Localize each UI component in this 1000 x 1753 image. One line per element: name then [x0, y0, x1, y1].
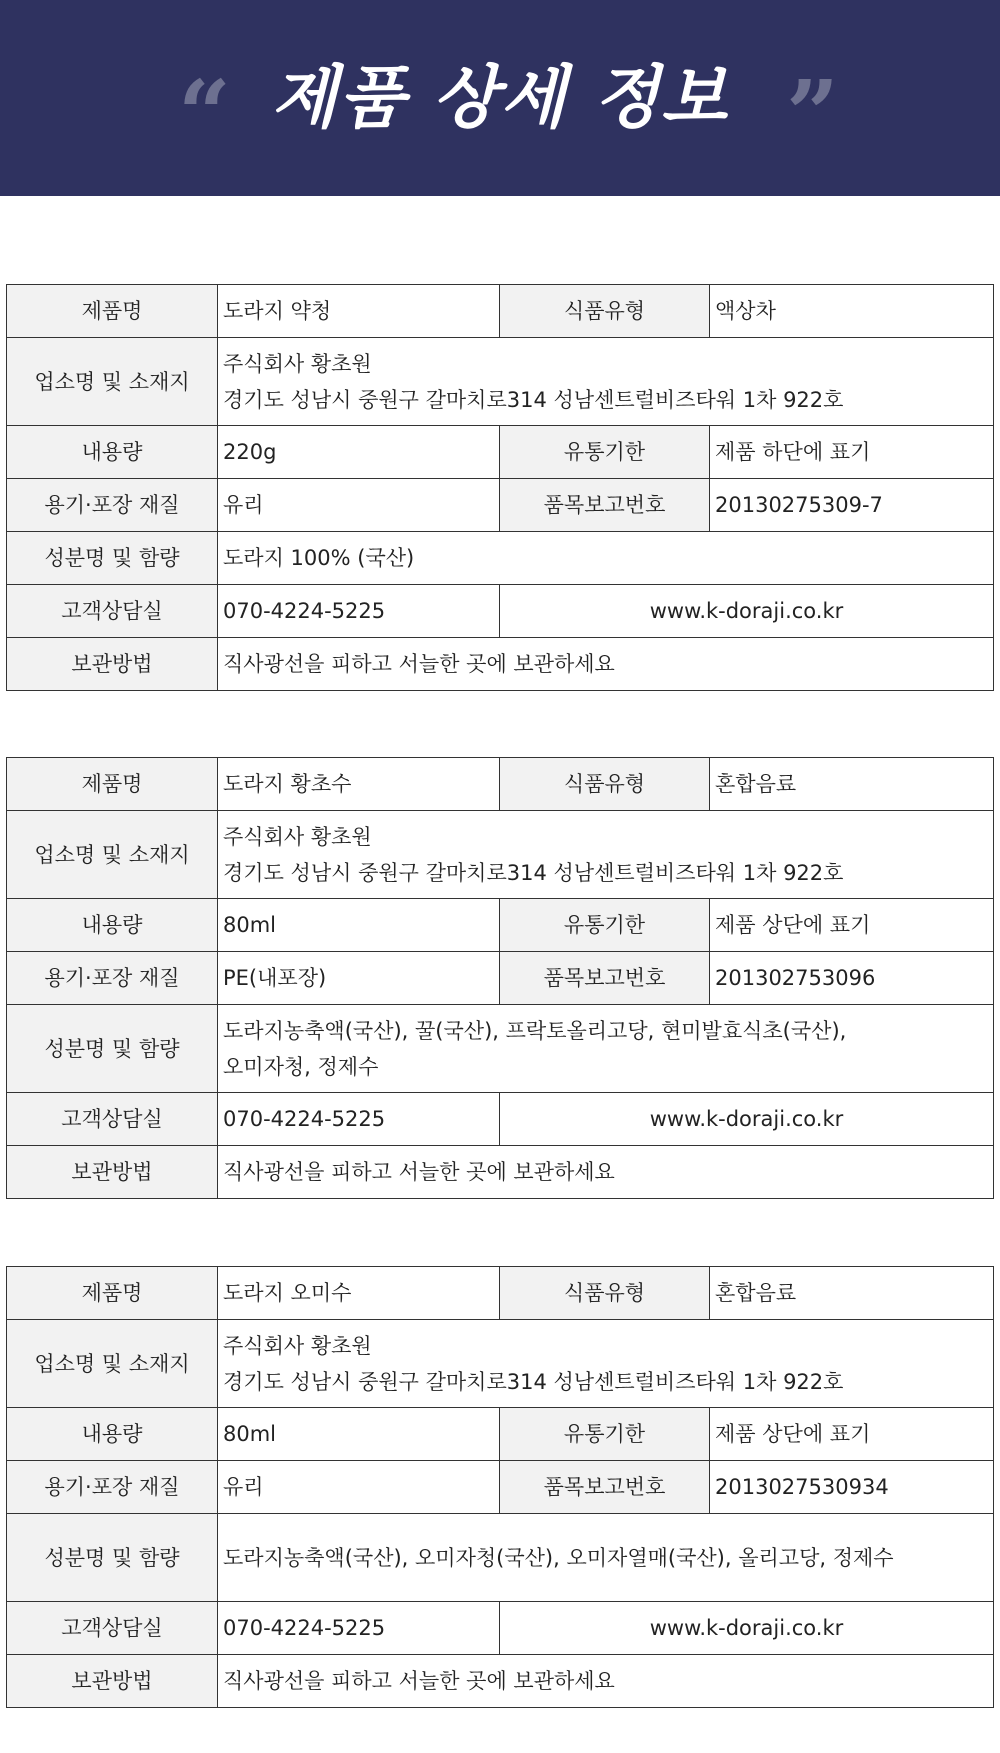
- table-row: [7, 1267, 994, 1320]
- table-row: [7, 899, 994, 952]
- label-storage: 보관방법: [7, 638, 218, 691]
- page-header: [0, 0, 1000, 196]
- company-cell: [218, 1320, 994, 1408]
- label-expiry: 유통기한: [500, 899, 710, 952]
- label-food-type: 식품유형: [500, 758, 710, 811]
- label-report-no: 품목보고번호: [500, 1461, 710, 1514]
- material: 유리: [218, 479, 500, 532]
- table-row: [7, 952, 994, 1005]
- website-link[interactable]: www.k-doraji.co.kr: [500, 585, 994, 638]
- table-row: [7, 1146, 994, 1199]
- label-support: 고객상담실: [7, 1093, 218, 1146]
- label-support: 고객상담실: [7, 1602, 218, 1655]
- product-table-3: [6, 1266, 994, 1708]
- company-address: 경기도 성남시 중원구 갈마치로314 성남센트럴비즈타워 1차 922호: [223, 387, 844, 412]
- table-row: [7, 585, 994, 638]
- label-company: 업소명 및 소재지: [7, 1320, 218, 1408]
- label-product-name: 제품명: [7, 758, 218, 811]
- label-food-type: 식품유형: [500, 1267, 710, 1320]
- food-type: 혼합음료: [710, 1267, 994, 1320]
- ingredients-line-2: 오미자청, 정제수: [223, 1054, 379, 1079]
- ingredients-cell: [218, 532, 994, 585]
- ingredients-cell: [218, 1514, 994, 1602]
- table-row: [7, 532, 994, 585]
- table-row: [7, 1408, 994, 1461]
- label-food-type: 식품유형: [500, 285, 710, 338]
- close-quote-icon: ”: [786, 60, 831, 168]
- report-no: 2013027530934: [710, 1461, 994, 1514]
- expiry: 제품 상단에 표기: [710, 899, 994, 952]
- label-ingredients: 성분명 및 함량: [7, 532, 218, 585]
- table-row: [7, 1655, 994, 1708]
- company-address: 경기도 성남시 중원구 갈마치로314 성남센트럴비즈타워 1차 922호: [223, 860, 844, 885]
- label-volume: 내용량: [7, 899, 218, 952]
- table-row: [7, 285, 994, 338]
- table-row: [7, 1005, 994, 1093]
- volume: 220g: [218, 426, 500, 479]
- food-type: 혼합음료: [710, 758, 994, 811]
- label-ingredients: 성분명 및 함량: [7, 1005, 218, 1093]
- volume: 80ml: [218, 1408, 500, 1461]
- website-link[interactable]: www.k-doraji.co.kr: [500, 1093, 994, 1146]
- table-row: [7, 1320, 994, 1408]
- storage: 직사광선을 피하고 서늘한 곳에 보관하세요: [218, 1146, 994, 1199]
- label-support: 고객상담실: [7, 585, 218, 638]
- support-phone: 070-4224-5225: [218, 1093, 500, 1146]
- table-row: [7, 1461, 994, 1514]
- ingredients-line-1: 도라지 100% (국산): [223, 546, 415, 570]
- product-table-2: [6, 757, 994, 1199]
- table-row: [7, 479, 994, 532]
- table-row: [7, 426, 994, 479]
- table-row: [7, 758, 994, 811]
- table-row: [7, 1093, 994, 1146]
- company-address: 경기도 성남시 중원구 갈마치로314 성남센트럴비즈타워 1차 922호: [223, 1369, 844, 1394]
- label-company: 업소명 및 소재지: [7, 811, 218, 899]
- support-phone: 070-4224-5225: [218, 585, 500, 638]
- ingredients-line-1: 도라지농축액(국산), 꿀(국산), 프락토올리고당, 현미발효식초(국산),: [223, 1018, 847, 1043]
- label-report-no: 품목보고번호: [500, 479, 710, 532]
- company-cell: [218, 811, 994, 899]
- label-company: 업소명 및 소재지: [7, 338, 218, 426]
- label-volume: 내용량: [7, 426, 218, 479]
- open-quote-icon: “: [178, 60, 223, 168]
- ingredients-cell: [218, 1005, 994, 1093]
- food-type: 액상차: [710, 285, 994, 338]
- label-expiry: 유통기한: [500, 1408, 710, 1461]
- product-table-1: [6, 284, 994, 691]
- table-row: [7, 338, 994, 426]
- label-material: 용기·포장 재질: [7, 952, 218, 1005]
- label-expiry: 유통기한: [500, 426, 710, 479]
- product-name: 도라지 황초수: [218, 758, 500, 811]
- company-name: 주식회사 황초원: [223, 1333, 372, 1358]
- label-volume: 내용량: [7, 1408, 218, 1461]
- volume: 80ml: [218, 899, 500, 952]
- storage: 직사광선을 피하고 서늘한 곳에 보관하세요: [218, 638, 994, 691]
- ingredients-line-1: 도라지농축액(국산), 오미자청(국산), 오미자열매(국산), 올리고당, 정제수: [223, 1545, 894, 1570]
- label-ingredients: 성분명 및 함량: [7, 1514, 218, 1602]
- expiry: 제품 상단에 표기: [710, 1408, 994, 1461]
- table-row: [7, 1602, 994, 1655]
- page-title: 제품 상세 정보: [271, 59, 729, 138]
- storage: 직사광선을 피하고 서늘한 곳에 보관하세요: [218, 1655, 994, 1708]
- website-link[interactable]: www.k-doraji.co.kr: [500, 1602, 994, 1655]
- table-row: [7, 638, 994, 691]
- product-name: 도라지 오미수: [218, 1267, 500, 1320]
- expiry: 제품 하단에 표기: [710, 426, 994, 479]
- report-no: 20130275309-7: [710, 479, 994, 532]
- material: 유리: [218, 1461, 500, 1514]
- label-storage: 보관방법: [7, 1146, 218, 1199]
- product-name: 도라지 약청: [218, 285, 500, 338]
- label-storage: 보관방법: [7, 1655, 218, 1708]
- label-material: 용기·포장 재질: [7, 479, 218, 532]
- support-phone: 070-4224-5225: [218, 1602, 500, 1655]
- company-name: 주식회사 황초원: [223, 824, 372, 849]
- company-cell: [218, 338, 994, 426]
- company-name: 주식회사 황초원: [223, 351, 372, 376]
- table-row: [7, 1514, 994, 1602]
- label-product-name: 제품명: [7, 1267, 218, 1320]
- label-product-name: 제품명: [7, 285, 218, 338]
- table-row: [7, 811, 994, 899]
- label-material: 용기·포장 재질: [7, 1461, 218, 1514]
- label-report-no: 품목보고번호: [500, 952, 710, 1005]
- report-no: 201302753096: [710, 952, 994, 1005]
- material: PE(내포장): [218, 952, 500, 1005]
